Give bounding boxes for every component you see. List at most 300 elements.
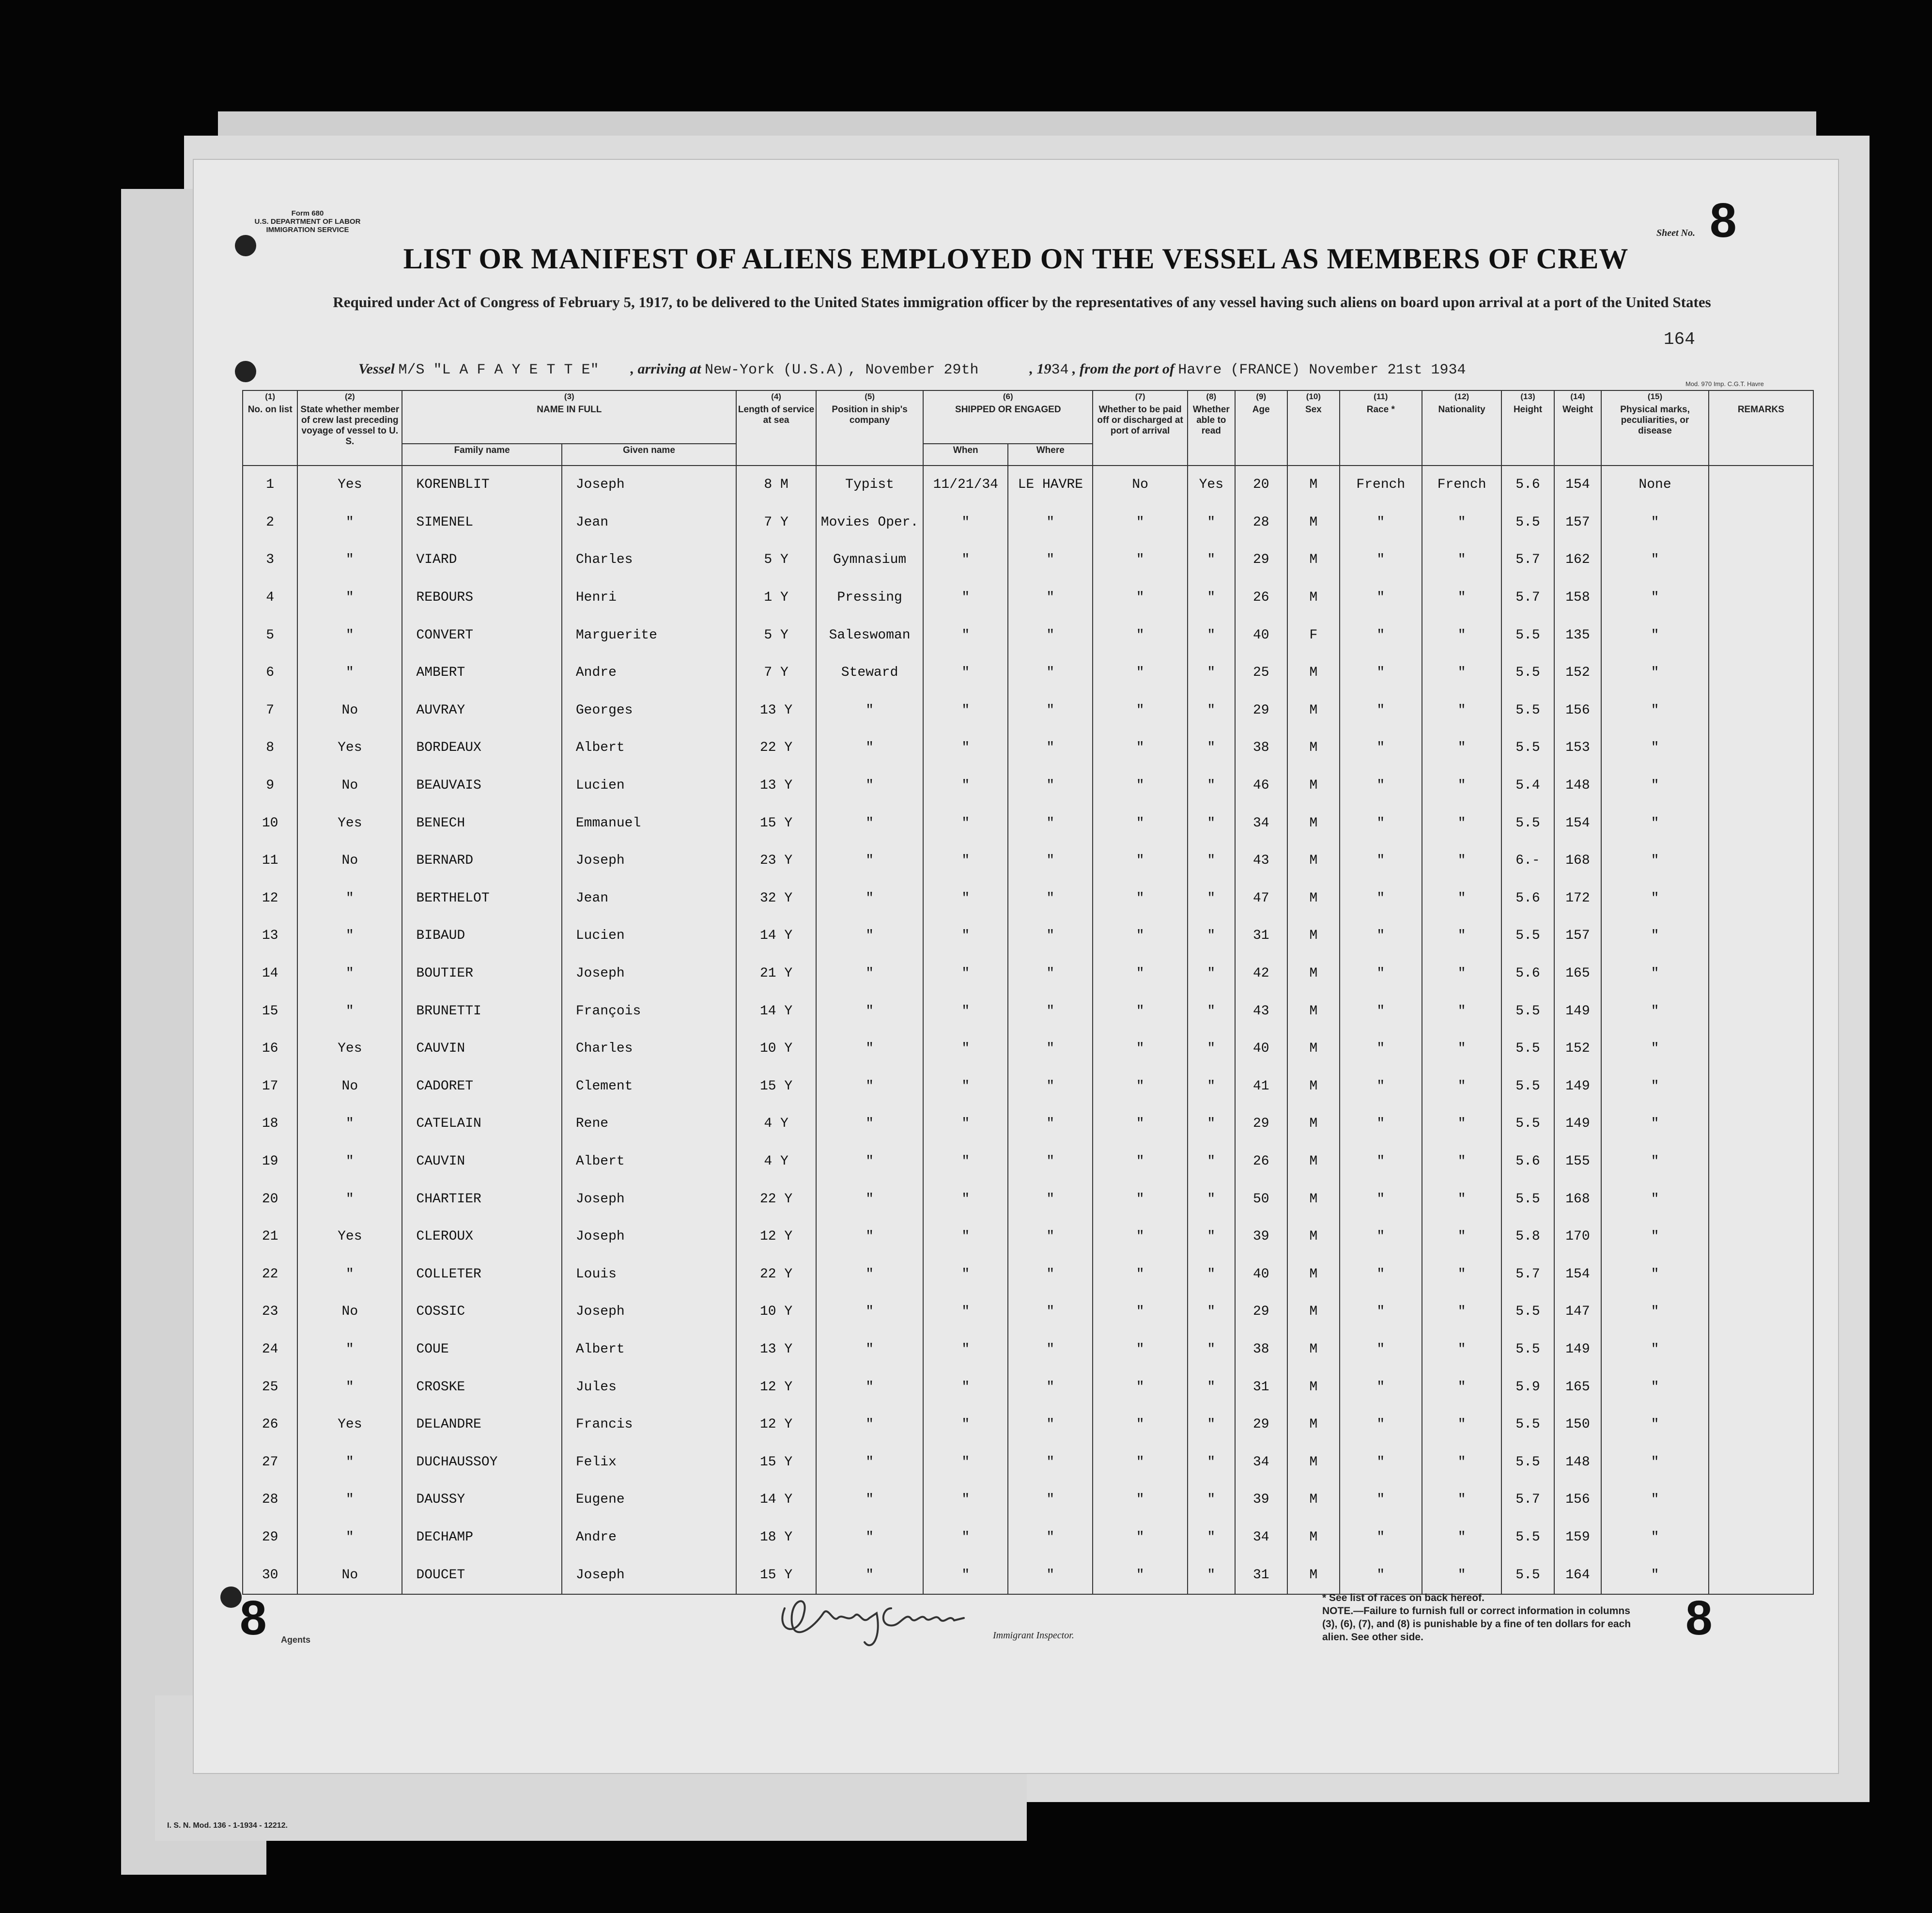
cell-race: ": [1340, 804, 1422, 842]
cell-service: 5 Y: [736, 616, 816, 654]
cell-when: ": [923, 579, 1008, 617]
cell-when: ": [923, 1255, 1008, 1293]
cell-family: REBOURS: [402, 579, 561, 617]
cell-service: 14 Y: [736, 1481, 816, 1519]
cell-no: 1: [243, 466, 297, 504]
cell-height: 5.4: [1501, 767, 1554, 805]
cell-height: 5.7: [1501, 1255, 1554, 1293]
cell-race: ": [1340, 1293, 1422, 1331]
cell-marks: ": [1601, 1293, 1708, 1331]
cell-sex: M: [1287, 955, 1340, 993]
cell-service: 23 Y: [736, 842, 816, 880]
cell-weight: 164: [1554, 1556, 1602, 1594]
table-row: [243, 767, 1813, 805]
cell-given: Lucien: [562, 767, 736, 805]
cell-when: 11/21/34: [923, 466, 1008, 504]
cell-paid: ": [1093, 541, 1188, 579]
cell-weight: 168: [1554, 1180, 1602, 1218]
cell-service: 22 Y: [736, 729, 816, 767]
header-previous-voyage: (2) State whether member of crew last preceding voyage of vessel to U. S.: [297, 390, 402, 466]
cell-nat: ": [1422, 1180, 1502, 1218]
cell-where: ": [1008, 654, 1093, 692]
cell-marks: ": [1601, 1180, 1708, 1218]
cell-service: 22 Y: [736, 1180, 816, 1218]
cell-prev: Yes: [297, 729, 402, 767]
cell-age: 29: [1235, 1406, 1287, 1444]
cell-height: 5.5: [1501, 804, 1554, 842]
cell-no: 18: [243, 1105, 297, 1143]
cell-height: 5.5: [1501, 729, 1554, 767]
cell-no: 11: [243, 842, 297, 880]
cell-paid: ": [1093, 1481, 1188, 1519]
cell-marks: ": [1601, 992, 1708, 1030]
cell-where: ": [1008, 1218, 1093, 1256]
cell-family: AMBERT: [402, 654, 561, 692]
table-row: [243, 541, 1813, 579]
cell-marks: ": [1601, 842, 1708, 880]
cell-family: CAUVIN: [402, 1030, 561, 1068]
cell-read: ": [1188, 654, 1235, 692]
cell-age: 28: [1235, 504, 1287, 542]
cell-remarks: [1709, 1255, 1813, 1293]
cell-height: 6.-: [1501, 842, 1554, 880]
cell-position: ": [816, 1030, 923, 1068]
cell-marks: None: [1601, 466, 1708, 504]
table-row: [243, 729, 1813, 767]
cell-height: 5.5: [1501, 1331, 1554, 1369]
header-sex: (10) Sex: [1287, 390, 1340, 466]
cell-when: ": [923, 1481, 1008, 1519]
cell-marks: ": [1601, 1143, 1708, 1181]
cell-prev: ": [297, 880, 402, 918]
cell-where: ": [1008, 1180, 1093, 1218]
cell-where: ": [1008, 504, 1093, 542]
cell-family: COLLETER: [402, 1255, 561, 1293]
cell-age: 46: [1235, 767, 1287, 805]
cell-no: 29: [243, 1519, 297, 1556]
cell-where: ": [1008, 1293, 1093, 1331]
cell-paid: ": [1093, 1143, 1188, 1181]
table-row: [243, 955, 1813, 993]
cell-prev: Yes: [297, 1030, 402, 1068]
cell-given: Joseph: [562, 1293, 736, 1331]
cell-remarks: [1709, 729, 1813, 767]
page-title: LIST OR MANIFEST OF ALIENS EMPLOYED ON THE VESSEL AS MEMBERS OF CREW: [403, 243, 1629, 275]
cell-where: ": [1008, 1030, 1093, 1068]
cell-no: 30: [243, 1556, 297, 1594]
table-row: [243, 1293, 1813, 1331]
cell-paid: ": [1093, 1068, 1188, 1105]
cell-no: 2: [243, 504, 297, 542]
cell-paid: ": [1093, 917, 1188, 955]
cell-service: 10 Y: [736, 1030, 816, 1068]
cell-family: CATELAIN: [402, 1105, 561, 1143]
cell-no: 4: [243, 579, 297, 617]
cell-weight: 154: [1554, 804, 1602, 842]
cell-where: ": [1008, 767, 1093, 805]
cell-remarks: [1709, 955, 1813, 993]
cell-family: BRUNETTI: [402, 992, 561, 1030]
cell-age: 29: [1235, 541, 1287, 579]
cell-where: ": [1008, 992, 1093, 1030]
cell-race: ": [1340, 1519, 1422, 1556]
cell-height: 5.6: [1501, 955, 1554, 993]
cell-age: 42: [1235, 955, 1287, 993]
cell-nat: ": [1422, 1143, 1502, 1181]
cell-position: ": [816, 842, 923, 880]
cell-family: CONVERT: [402, 616, 561, 654]
cell-height: 5.5: [1501, 1293, 1554, 1331]
cell-service: 15 Y: [736, 1443, 816, 1481]
cell-no: 6: [243, 654, 297, 692]
cell-age: 39: [1235, 1481, 1287, 1519]
cell-sex: M: [1287, 579, 1340, 617]
cell-read: ": [1188, 1255, 1235, 1293]
cell-family: CAUVIN: [402, 1143, 561, 1181]
cell-where: ": [1008, 1406, 1093, 1444]
cell-weight: 172: [1554, 880, 1602, 918]
cell-paid: No: [1093, 466, 1188, 504]
cell-sex: M: [1287, 541, 1340, 579]
cell-prev: No: [297, 1068, 402, 1105]
cell-weight: 165: [1554, 1368, 1602, 1406]
cell-weight: 156: [1554, 692, 1602, 730]
cell-height: 5.5: [1501, 1105, 1554, 1143]
cell-when: ": [923, 1068, 1008, 1105]
cell-no: 21: [243, 1218, 297, 1256]
arriving-label: , arriving at: [630, 361, 701, 377]
cell-service: 10 Y: [736, 1293, 816, 1331]
cell-paid: ": [1093, 1218, 1188, 1256]
header-where: Where: [1008, 444, 1093, 466]
cell-prev: No: [297, 767, 402, 805]
cell-nat: ": [1422, 729, 1502, 767]
cell-given: Charles: [562, 541, 736, 579]
cell-nat: ": [1422, 1255, 1502, 1293]
cell-family: KORENBLIT: [402, 466, 561, 504]
cell-height: 5.5: [1501, 654, 1554, 692]
cell-prev: Yes: [297, 1218, 402, 1256]
cell-height: 5.7: [1501, 541, 1554, 579]
cell-weight: 152: [1554, 654, 1602, 692]
cell-prev: ": [297, 579, 402, 617]
cell-weight: 149: [1554, 1105, 1602, 1143]
cell-nat: ": [1422, 654, 1502, 692]
cell-read: ": [1188, 729, 1235, 767]
cell-race: ": [1340, 1406, 1422, 1444]
cell-position: ": [816, 767, 923, 805]
cell-race: ": [1340, 1556, 1422, 1594]
cell-given: Andre: [562, 654, 736, 692]
year-label: , 19: [1029, 361, 1051, 377]
cell-age: 40: [1235, 1030, 1287, 1068]
cell-paid: ": [1093, 1105, 1188, 1143]
cell-where: ": [1008, 804, 1093, 842]
service-name: IMMIGRATION SERVICE: [266, 226, 349, 234]
cell-age: 29: [1235, 692, 1287, 730]
cell-paid: ": [1093, 692, 1188, 730]
cell-prev: ": [297, 504, 402, 542]
cell-given: Emmanuel: [562, 804, 736, 842]
cell-remarks: [1709, 1180, 1813, 1218]
cell-family: DOUCET: [402, 1556, 561, 1594]
cell-family: BORDEAUX: [402, 729, 561, 767]
cell-service: 12 Y: [736, 1406, 816, 1444]
cell-service: 7 Y: [736, 654, 816, 692]
header-physical-marks: (15) Physical marks, peculiarities, or disease: [1601, 390, 1708, 466]
cell-given: Albert: [562, 729, 736, 767]
cell-service: 12 Y: [736, 1368, 816, 1406]
cell-no: 10: [243, 804, 297, 842]
cell-where: ": [1008, 1443, 1093, 1481]
cell-marks: ": [1601, 955, 1708, 993]
cell-sex: M: [1287, 1331, 1340, 1369]
cell-sex: M: [1287, 504, 1340, 542]
footer-sheet-number-left: 8: [240, 1591, 267, 1645]
footer-note: [1322, 1591, 1632, 1644]
table-row: [243, 692, 1813, 730]
cell-nat: ": [1422, 579, 1502, 617]
cell-weight: 148: [1554, 1443, 1602, 1481]
cell-family: DUCHAUSSOY: [402, 1443, 561, 1481]
cell-prev: ": [297, 992, 402, 1030]
cell-age: 34: [1235, 1519, 1287, 1556]
cell-when: ": [923, 1180, 1008, 1218]
cell-marks: ": [1601, 692, 1708, 730]
cell-height: 5.5: [1501, 1443, 1554, 1481]
cell-nat: ": [1422, 1519, 1502, 1556]
cell-read: ": [1188, 1180, 1235, 1218]
cell-family: CHARTIER: [402, 1180, 561, 1218]
table-row: [243, 1331, 1813, 1369]
cell-nat: ": [1422, 1406, 1502, 1444]
cell-given: Joseph: [562, 842, 736, 880]
cell-prev: ": [297, 1143, 402, 1181]
cell-read: ": [1188, 1143, 1235, 1181]
cell-paid: ": [1093, 1556, 1188, 1594]
cell-age: 50: [1235, 1180, 1287, 1218]
cell-position: ": [816, 1406, 923, 1444]
punch-hole: [220, 1586, 242, 1608]
cell-race: ": [1340, 1068, 1422, 1105]
cell-weight: 162: [1554, 541, 1602, 579]
cell-height: 5.5: [1501, 1068, 1554, 1105]
cell-family: BOUTIER: [402, 955, 561, 993]
table-row: [243, 1406, 1813, 1444]
cell-marks: ": [1601, 729, 1708, 767]
cell-where: LE HAVRE: [1008, 466, 1093, 504]
header-length-of-service: (4) Length of service at sea: [736, 390, 816, 466]
table-row: [243, 1143, 1813, 1181]
cell-read: ": [1188, 504, 1235, 542]
inspector-signature: [770, 1579, 974, 1652]
cell-remarks: [1709, 804, 1813, 842]
cell-marks: ": [1601, 1519, 1708, 1556]
cell-nat: ": [1422, 992, 1502, 1030]
cell-read: Yes: [1188, 466, 1235, 504]
cell-where: ": [1008, 692, 1093, 730]
cell-family: BERNARD: [402, 842, 561, 880]
cell-given: Louis: [562, 1255, 736, 1293]
sheet-number-label: Sheet No.: [1656, 228, 1695, 238]
table-row: [243, 842, 1813, 880]
cell-no: 16: [243, 1030, 297, 1068]
cell-read: ": [1188, 1030, 1235, 1068]
cell-family: COUE: [402, 1331, 561, 1369]
cell-read: ": [1188, 1105, 1235, 1143]
header-weight: (14) Weight: [1554, 390, 1602, 466]
cell-no: 12: [243, 880, 297, 918]
cell-race: ": [1340, 1105, 1422, 1143]
cell-family: CADORET: [402, 1068, 561, 1105]
departure-port: Havre (FRANCE) November 21st 1934: [1178, 362, 1466, 378]
table-row: [243, 1030, 1813, 1068]
cell-service: 15 Y: [736, 1068, 816, 1105]
cell-height: 5.5: [1501, 1180, 1554, 1218]
cell-paid: ": [1093, 616, 1188, 654]
cell-prev: No: [297, 692, 402, 730]
cell-when: ": [923, 917, 1008, 955]
cell-when: ": [923, 880, 1008, 918]
cell-remarks: [1709, 654, 1813, 692]
cell-when: ": [923, 541, 1008, 579]
cell-prev: ": [297, 1180, 402, 1218]
cell-age: 29: [1235, 1293, 1287, 1331]
cell-height: 5.5: [1501, 917, 1554, 955]
sheet-number: 8: [1710, 193, 1737, 248]
cell-age: 26: [1235, 1143, 1287, 1181]
cell-read: ": [1188, 1331, 1235, 1369]
cell-paid: ": [1093, 1180, 1188, 1218]
cell-paid: ": [1093, 1331, 1188, 1369]
cell-read: ": [1188, 1218, 1235, 1256]
cell-race: ": [1340, 541, 1422, 579]
cell-prev: ": [297, 1519, 402, 1556]
table-row: [243, 654, 1813, 692]
cell-marks: ": [1601, 1030, 1708, 1068]
cell-family: DAUSSY: [402, 1481, 561, 1519]
cell-race: ": [1340, 1180, 1422, 1218]
cell-weight: 159: [1554, 1519, 1602, 1556]
cell-service: 18 Y: [736, 1519, 816, 1556]
cell-given: Joseph: [562, 1218, 736, 1256]
table-row: [243, 579, 1813, 617]
cell-remarks: [1709, 1556, 1813, 1594]
cell-prev: No: [297, 842, 402, 880]
cell-remarks: [1709, 1030, 1813, 1068]
cell-paid: ": [1093, 1030, 1188, 1068]
cell-marks: ": [1601, 504, 1708, 542]
header-position: (5) Position in ship's company: [816, 390, 923, 466]
cell-no: 8: [243, 729, 297, 767]
cell-race: ": [1340, 1481, 1422, 1519]
department-name: U.S. DEPARTMENT OF LABOR: [254, 218, 361, 226]
cell-when: ": [923, 1030, 1008, 1068]
cell-read: ": [1188, 1556, 1235, 1594]
cell-prev: ": [297, 1481, 402, 1519]
cell-sex: M: [1287, 654, 1340, 692]
cell-prev: Yes: [297, 804, 402, 842]
cell-height: 5.9: [1501, 1368, 1554, 1406]
from-label: , from the port of: [1072, 361, 1175, 377]
cell-age: 43: [1235, 842, 1287, 880]
cell-weight: 153: [1554, 729, 1602, 767]
cell-marks: ": [1601, 579, 1708, 617]
cell-weight: 149: [1554, 1068, 1602, 1105]
cell-age: 38: [1235, 1331, 1287, 1369]
printer-code: I. S. N. Mod. 136 - 1-1934 - 12212.: [167, 1821, 288, 1830]
cell-nat: ": [1422, 1368, 1502, 1406]
cell-sex: M: [1287, 1406, 1340, 1444]
cell-remarks: [1709, 692, 1813, 730]
cell-nat: ": [1422, 1030, 1502, 1068]
cell-remarks: [1709, 579, 1813, 617]
cell-race: ": [1340, 1218, 1422, 1256]
cell-paid: ": [1093, 1368, 1188, 1406]
cell-prev: No: [297, 1556, 402, 1594]
cell-paid: ": [1093, 1293, 1188, 1331]
cell-service: 12 Y: [736, 1218, 816, 1256]
table-row: [243, 917, 1813, 955]
cell-prev: ": [297, 917, 402, 955]
arrival-date: , November 29th: [848, 362, 979, 378]
cell-age: 40: [1235, 616, 1287, 654]
header-remarks: REMARKS: [1709, 390, 1813, 466]
cell-given: Charles: [562, 1030, 736, 1068]
cell-remarks: [1709, 767, 1813, 805]
cell-race: ": [1340, 842, 1422, 880]
cell-family: AUVRAY: [402, 692, 561, 730]
cell-given: Lucien: [562, 917, 736, 955]
table-row: [243, 466, 1813, 504]
header-when: When: [923, 444, 1008, 466]
cell-remarks: [1709, 466, 1813, 504]
cell-sex: M: [1287, 1068, 1340, 1105]
cell-remarks: [1709, 1105, 1813, 1143]
cell-no: 23: [243, 1293, 297, 1331]
cell-service: 13 Y: [736, 692, 816, 730]
cell-no: 13: [243, 917, 297, 955]
cell-prev: Yes: [297, 1406, 402, 1444]
cell-read: ": [1188, 1293, 1235, 1331]
cell-no: 17: [243, 1068, 297, 1105]
agents-label: Agents: [281, 1635, 311, 1645]
cell-height: 5.5: [1501, 692, 1554, 730]
cell-marks: ": [1601, 804, 1708, 842]
table-row: [243, 1105, 1813, 1143]
cell-given: Felix: [562, 1443, 736, 1481]
cell-family: BEAUVAIS: [402, 767, 561, 805]
cell-when: ": [923, 992, 1008, 1030]
cell-given: Georges: [562, 692, 736, 730]
cell-given: Albert: [562, 1331, 736, 1369]
cell-race: ": [1340, 992, 1422, 1030]
cell-nat: ": [1422, 767, 1502, 805]
cell-position: ": [816, 1068, 923, 1105]
printer-note: Mod. 970 Imp. C.G.T. Havre: [1685, 380, 1764, 388]
cell-family: BERTHELOT: [402, 880, 561, 918]
cell-read: ": [1188, 767, 1235, 805]
cell-race: ": [1340, 729, 1422, 767]
header-nationality: (12) Nationality: [1422, 390, 1502, 466]
cell-when: ": [923, 1443, 1008, 1481]
cell-age: 31: [1235, 1556, 1287, 1594]
cell-paid: ": [1093, 1406, 1188, 1444]
cell-nat: ": [1422, 1481, 1502, 1519]
cell-nat: ": [1422, 504, 1502, 542]
cell-race: ": [1340, 917, 1422, 955]
cell-nat: ": [1422, 1443, 1502, 1481]
